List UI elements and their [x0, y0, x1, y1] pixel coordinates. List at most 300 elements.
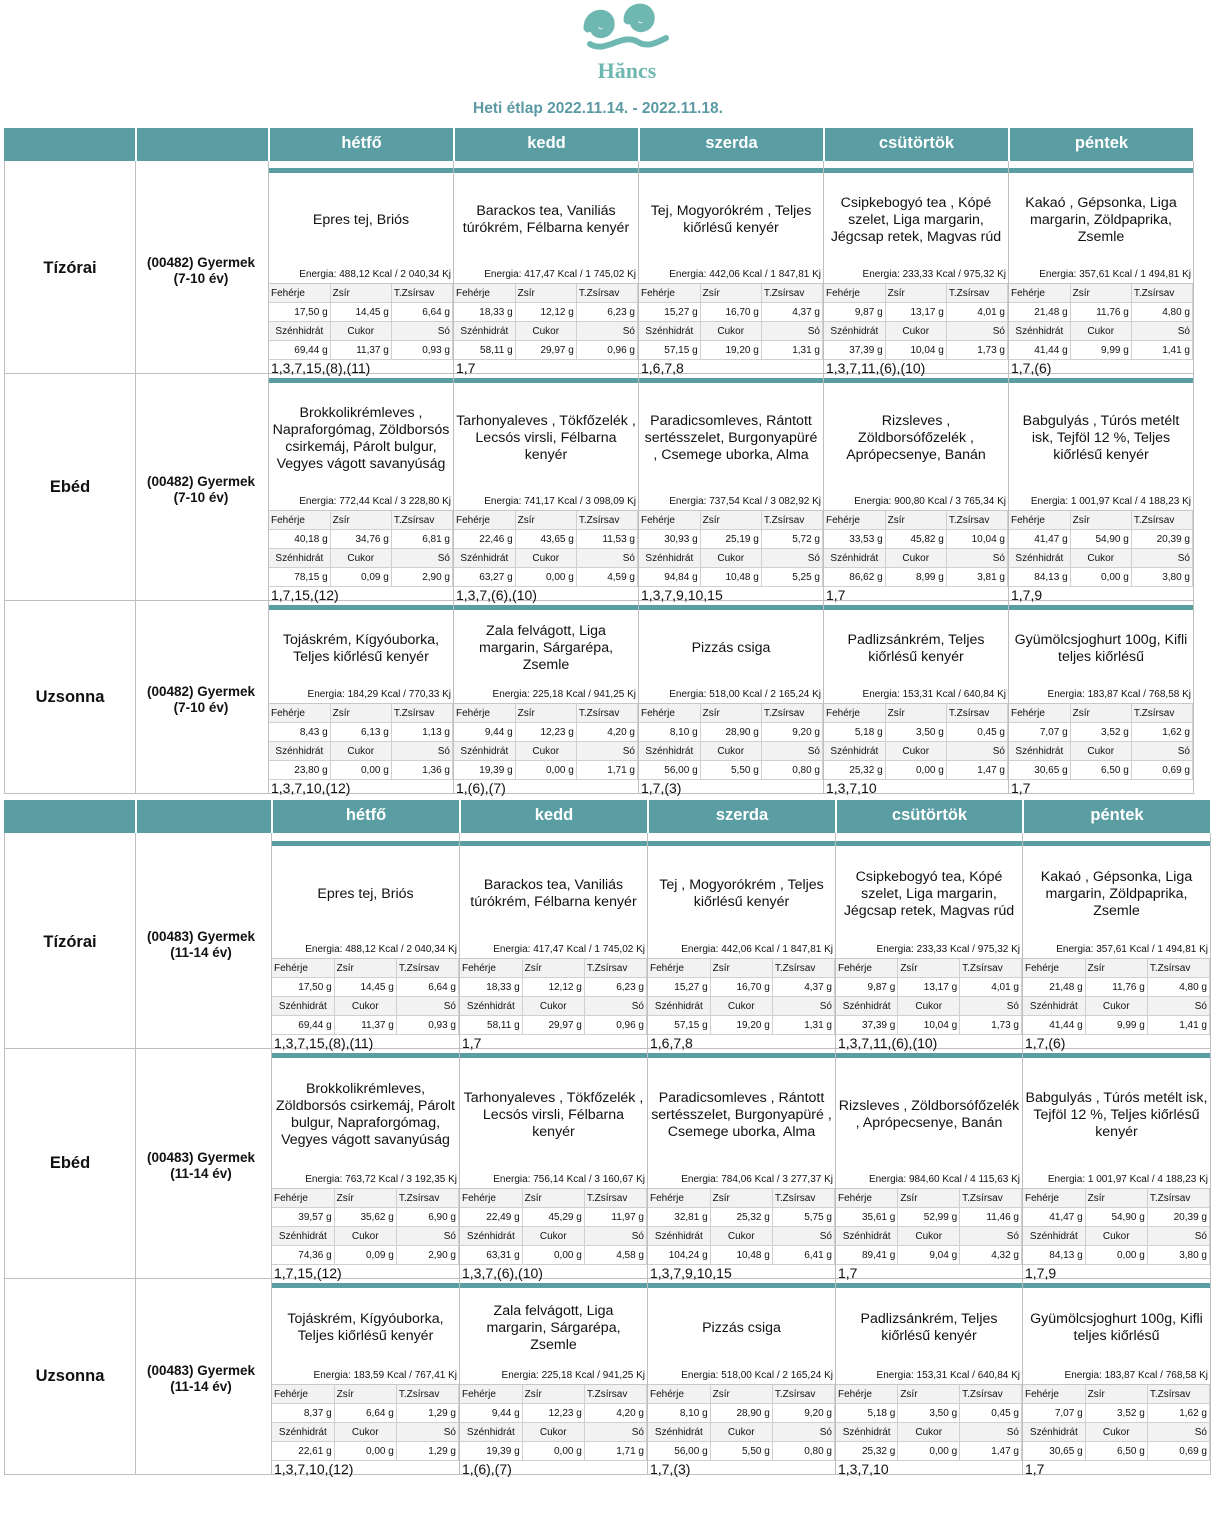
value-salt: 3,81 g [946, 568, 1007, 587]
value-sugar: 10,04 g [898, 1016, 960, 1035]
value-sugar: 0,00 g [515, 568, 576, 587]
value-fat: 43,65 g [515, 530, 576, 549]
value-sugar: 0,00 g [330, 761, 391, 780]
energy-value [269, 686, 453, 704]
value-salt: 1,31 g [772, 1016, 834, 1035]
nutrition-values-row [269, 723, 453, 742]
day-header-1: kedd [459, 800, 647, 833]
label-protein: Fehérje [454, 284, 515, 303]
label-sugar: Cukor [515, 549, 576, 568]
value-protein: 7,07 g [1009, 723, 1070, 742]
value-fat: 13,17 g [885, 303, 946, 322]
label-satfat: T.Zsírsav [576, 511, 637, 530]
menu-items: Babgulyás , Túrós metélt isk, Tejföl 12 %, Teljes kiőrlésű kenyér [1025, 1089, 1208, 1140]
age-group: (00482) Gyermek (7-10 év) [146, 473, 256, 505]
value-satfat: 11,46 g [960, 1208, 1022, 1227]
nutrition-table [648, 1189, 835, 1265]
nutrition-values-row [454, 568, 638, 587]
value-salt: 0,96 g [576, 341, 637, 360]
nutrition-labels-row [454, 549, 638, 568]
label-satfat: T.Zsírsav [396, 1385, 458, 1404]
label-fat: Zsír [1070, 704, 1131, 723]
value-protein: 32,81 g [648, 1208, 710, 1227]
nutrition-values-row [1023, 1016, 1210, 1035]
label-satfat: T.Zsírsav [396, 1189, 458, 1208]
nutrition-table [824, 704, 1008, 780]
value-protein: 33,53 g [824, 530, 885, 549]
label-salt: Só [396, 1423, 458, 1442]
allergen-codes: 1,3,7,(6),(10) [456, 587, 537, 603]
nutrition-labels-row [272, 1227, 459, 1246]
cell-accent-bar [824, 378, 1008, 383]
value-fat: 45,29 g [522, 1208, 584, 1227]
label-carb: Szénhidrát [1009, 742, 1070, 761]
value-protein: 41,47 g [1023, 1208, 1085, 1227]
label-protein: Fehérje [460, 1189, 522, 1208]
value-fat: 34,76 g [330, 530, 391, 549]
value-protein: 35,61 g [836, 1208, 898, 1227]
value-salt: 1,31 g [761, 341, 822, 360]
value-satfat: 9,20 g [772, 1404, 834, 1423]
nutrition-labels-row [639, 322, 823, 341]
label-salt: Só [584, 997, 646, 1016]
label-carb: Szénhidrát [836, 1227, 898, 1246]
nutrition-values-row [836, 1016, 1022, 1035]
nutrition-values-row [639, 303, 823, 322]
menu-items: Brokkolikrémleves , Napraforgómag, Zöldborsós csirkemáj, Párolt bulgur, Vegyes vágott savanyúság [272, 404, 450, 472]
nutrition-values-row [824, 530, 1008, 549]
value-fat: 3,50 g [885, 723, 946, 742]
cell-accent-bar [1023, 1283, 1210, 1288]
nutrition-labels-row [648, 997, 835, 1016]
value-carb: 78,15 g [269, 568, 330, 587]
nutrition-labels-row [460, 997, 647, 1016]
menu-items: Csipkebogyó tea , Kópé szelet, Liga margarin, Jégcsap retek, Magvas rúd [830, 194, 1002, 245]
label-protein: Fehérje [824, 704, 885, 723]
label-sugar: Cukor [898, 1227, 960, 1246]
energy-amount: 442,06 Kcal / 1 847,81 Kj [709, 269, 821, 280]
label-carb: Szénhidrát [272, 997, 334, 1016]
nutrition-labels-row [454, 704, 638, 723]
nutrition-values-row [648, 1442, 835, 1461]
value-satfat: 6,23 g [584, 978, 646, 997]
energy-amount: 1 001,97 Kcal / 4 188,23 Kj [1087, 1174, 1208, 1185]
nutrition-labels-row [824, 511, 1008, 530]
nutrition-values-row [454, 530, 638, 549]
value-salt: 4,32 g [960, 1246, 1022, 1265]
nutrition-labels-row [272, 1423, 459, 1442]
value-salt: 4,59 g [576, 568, 637, 587]
nutrition-labels-row [639, 284, 823, 303]
value-satfat: 4,01 g [960, 978, 1022, 997]
nutrition-values-row [272, 1442, 459, 1461]
nutrition-labels-row [269, 284, 453, 303]
label-protein: Fehérje [269, 511, 330, 530]
label-fat: Zsír [515, 284, 576, 303]
menu-items: Tarhonyaleves , Tökfőzelék , Lecsós virsli, Félbarna kenyér [456, 413, 636, 463]
allergen-codes: 1,3,7,10 [838, 1461, 889, 1477]
value-salt: 1,47 g [960, 1442, 1022, 1461]
menu-items: Barackos tea, Vaniliás túrókrém, Félbarna kenyér [462, 203, 630, 236]
logo-text: Hăncs [597, 58, 657, 82]
nutrition-values-row [648, 1246, 835, 1265]
nutrition-labels-row [836, 1227, 1022, 1246]
menu-items: Pizzás csiga [702, 1319, 781, 1336]
value-satfat: 0,45 g [946, 723, 1007, 742]
day-header-3: csütörtök [823, 128, 1008, 161]
value-protein: 15,27 g [648, 978, 710, 997]
value-satfat: 1,29 g [396, 1404, 458, 1423]
nutrition-values-row [1009, 568, 1193, 587]
value-satfat: 20,39 g [1131, 530, 1192, 549]
nutrition-labels-row [272, 997, 459, 1016]
value-satfat: 6,81 g [391, 530, 452, 549]
energy-label: Energia: [876, 944, 917, 955]
energy-amount: 741,17 Kcal / 3 098,09 Kj [524, 496, 636, 507]
label-sugar: Cukor [522, 1423, 584, 1442]
cell-accent-bar [272, 841, 459, 846]
label-salt: Só [960, 1423, 1022, 1442]
label-salt: Só [946, 549, 1007, 568]
label-salt: Só [1131, 742, 1192, 761]
nutrition-values-row [648, 1404, 835, 1423]
value-protein: 5,18 g [824, 723, 885, 742]
value-salt: 1,73 g [960, 1016, 1022, 1035]
nutrition-values-row [460, 1404, 647, 1423]
allergen-codes: 1,3,7,15,(8),(11) [271, 360, 371, 376]
nutrition-labels-row [1009, 322, 1193, 341]
label-sugar: Cukor [898, 997, 960, 1016]
nutrition-values-row [1023, 1208, 1210, 1227]
nutrition-values-row [454, 341, 638, 360]
value-salt: 3,80 g [1147, 1246, 1209, 1265]
nutrition-table [639, 284, 823, 360]
label-fat: Zsír [515, 511, 576, 530]
label-sugar: Cukor [710, 1423, 772, 1442]
label-protein: Fehérje [639, 511, 700, 530]
energy-value [824, 266, 1008, 284]
label-protein: Fehérje [1009, 284, 1070, 303]
value-carb: 41,44 g [1023, 1016, 1085, 1035]
nutrition-table [824, 284, 1008, 360]
cell-accent-bar [454, 605, 638, 610]
nutrition-values-row [836, 1208, 1022, 1227]
value-carb: 56,00 g [648, 1442, 710, 1461]
energy-amount: 984,60 Kcal / 4 115,63 Kj [908, 1174, 1020, 1185]
nutrition-values-row [454, 303, 638, 322]
energy-amount: 153,31 Kcal / 640,84 Kj [916, 1370, 1020, 1381]
label-satfat: T.Zsírsav [960, 959, 1022, 978]
label-salt: Só [576, 742, 637, 761]
label-carb: Szénhidrát [460, 1423, 522, 1442]
allergen-codes: 1,7,(3) [641, 780, 682, 796]
nutrition-labels-row [269, 549, 453, 568]
label-salt: Só [576, 322, 637, 341]
value-sugar: 6,50 g [1070, 761, 1131, 780]
nutrition-labels-row [454, 322, 638, 341]
value-protein: 5,18 g [836, 1404, 898, 1423]
label-protein: Fehérje [648, 959, 710, 978]
value-salt: 1,73 g [946, 341, 1007, 360]
energy-value [639, 493, 823, 511]
nutrition-table [454, 704, 638, 780]
energy-amount: 756,14 Kcal / 3 160,67 Kj [533, 1174, 645, 1185]
label-protein: Fehérje [648, 1385, 710, 1404]
nutrition-values-row [648, 1208, 835, 1227]
cell-accent-bar [648, 1053, 835, 1058]
value-fat: 54,90 g [1085, 1208, 1147, 1227]
energy-label: Energia: [1056, 944, 1097, 955]
nutrition-values-row [1009, 303, 1193, 322]
label-carb: Szénhidrát [454, 742, 515, 761]
label-protein: Fehérje [639, 284, 700, 303]
menu-section [4, 800, 1210, 1475]
day-header-1: kedd [453, 128, 638, 161]
label-sugar: Cukor [522, 997, 584, 1016]
nutrition-labels-row [836, 1189, 1022, 1208]
value-protein: 8,43 g [269, 723, 330, 742]
menu-cell [824, 164, 1008, 374]
nutrition-labels-row [1023, 959, 1210, 978]
label-protein: Fehérje [824, 511, 885, 530]
label-salt: Só [960, 997, 1022, 1016]
label-satfat: T.Zsírsav [584, 1189, 646, 1208]
nutrition-values-row [1009, 723, 1193, 742]
nutrition-labels-row [1023, 1423, 1210, 1442]
menu-cell [836, 1049, 1022, 1279]
label-satfat: T.Zsírsav [1147, 1189, 1209, 1208]
value-salt: 1,41 g [1131, 341, 1192, 360]
energy-amount: 233,33 Kcal / 975,32 Kj [916, 944, 1020, 955]
energy-amount: 225,18 Kcal / 941,25 Kj [532, 689, 636, 700]
cell-accent-bar [272, 1283, 459, 1288]
cell-accent-bar [639, 378, 823, 383]
nutrition-labels-row [836, 1423, 1022, 1442]
nutrition-table [272, 959, 459, 1035]
allergen-codes: 1,3,7,(6),(10) [462, 1265, 543, 1281]
menu-cell [639, 601, 823, 794]
energy-amount: 442,06 Kcal / 1 847,81 Kj [721, 944, 833, 955]
menu-cell [454, 164, 638, 374]
label-fat: Zsír [1085, 1189, 1147, 1208]
nutrition-labels-row [836, 959, 1022, 978]
label-satfat: T.Zsírsav [761, 284, 822, 303]
value-carb: 86,62 g [824, 568, 885, 587]
cell-accent-bar [272, 1053, 459, 1058]
energy-amount: 357,61 Kcal / 1 494,81 Kj [1096, 944, 1208, 955]
value-protein: 22,49 g [460, 1208, 522, 1227]
energy-label: Energia: [681, 944, 722, 955]
nutrition-labels-row [824, 742, 1008, 761]
value-salt: 1,47 g [946, 761, 1007, 780]
allergen-codes: 1,7 [838, 1265, 858, 1281]
header-spacer [135, 800, 137, 833]
label-satfat: T.Zsírsav [391, 511, 452, 530]
label-sugar: Cukor [515, 742, 576, 761]
nutrition-labels-row [269, 742, 453, 761]
label-satfat: T.Zsírsav [584, 959, 646, 978]
allergen-codes: 1,3,7,15,(8),(11) [274, 1035, 374, 1051]
label-salt: Só [584, 1227, 646, 1246]
allergen-codes: 1,3,7,10,(12) [271, 780, 351, 796]
value-carb: 89,41 g [836, 1246, 898, 1265]
nutrition-labels-row [272, 1189, 459, 1208]
nutrition-table [460, 1385, 647, 1461]
energy-value [836, 1367, 1022, 1385]
value-satfat: 4,37 g [761, 303, 822, 322]
label-fat: Zsír [1085, 1385, 1147, 1404]
label-fat: Zsír [700, 704, 761, 723]
nutrition-labels-row [1023, 997, 1210, 1016]
nutrition-values-row [1009, 530, 1193, 549]
value-fat: 12,23 g [522, 1404, 584, 1423]
energy-label: Energia: [862, 689, 903, 700]
value-salt: 0,93 g [396, 1016, 458, 1035]
energy-label: Energia: [305, 944, 346, 955]
nutrition-table [648, 1385, 835, 1461]
nutrition-values-row [824, 303, 1008, 322]
energy-value [836, 1171, 1022, 1189]
label-protein: Fehérje [1023, 1385, 1085, 1404]
label-carb: Szénhidrát [1023, 997, 1085, 1016]
cell-accent-bar [1023, 1053, 1210, 1058]
value-protein: 9,44 g [460, 1404, 522, 1423]
nutrition-values-row [272, 1246, 459, 1265]
label-sugar: Cukor [898, 1423, 960, 1442]
nutrition-values-row [460, 1442, 647, 1461]
label-carb: Szénhidrát [639, 549, 700, 568]
value-sugar: 0,00 g [515, 761, 576, 780]
energy-amount: 488,12 Kcal / 2 040,34 Kj [345, 944, 457, 955]
label-satfat: T.Zsírsav [761, 704, 822, 723]
label-satfat: T.Zsírsav [1131, 511, 1192, 530]
label-carb: Szénhidrát [269, 549, 330, 568]
value-protein: 40,18 g [269, 530, 330, 549]
nutrition-table [460, 959, 647, 1035]
nutrition-labels-row [272, 959, 459, 978]
value-carb: 94,84 g [639, 568, 700, 587]
label-carb: Szénhidrát [269, 322, 330, 341]
nutrition-table [836, 959, 1022, 1035]
energy-value [648, 1171, 835, 1189]
menu-cell [272, 1279, 459, 1475]
cell-accent-bar [648, 841, 835, 846]
value-sugar: 6,50 g [1085, 1442, 1147, 1461]
value-salt: 3,80 g [1131, 568, 1192, 587]
value-sugar: 5,50 g [700, 761, 761, 780]
nutrition-values-row [836, 978, 1022, 997]
label-satfat: T.Zsírsav [772, 959, 834, 978]
nutrition-labels-row [269, 704, 453, 723]
menu-cell [460, 1279, 647, 1475]
label-sugar: Cukor [334, 997, 396, 1016]
cell-accent-bar [1023, 841, 1210, 846]
nutrition-table [1009, 511, 1193, 587]
allergen-codes: 1,3,7,9,10,15 [641, 587, 723, 603]
label-salt: Só [396, 1227, 458, 1246]
label-sugar: Cukor [700, 549, 761, 568]
energy-value [454, 266, 638, 284]
energy-value [454, 493, 638, 511]
label-fat: Zsír [1070, 284, 1131, 303]
value-sugar: 0,00 g [1070, 568, 1131, 587]
energy-amount: 488,12 Kcal / 2 040,34 Kj [339, 269, 451, 280]
nutrition-values-row [836, 1246, 1022, 1265]
energy-value [460, 941, 647, 959]
value-salt: 5,25 g [761, 568, 822, 587]
energy-label: Energia: [307, 689, 348, 700]
nutrition-values-row [454, 723, 638, 742]
nutrition-table [454, 284, 638, 360]
cell-accent-bar [639, 605, 823, 610]
label-sugar: Cukor [1070, 742, 1131, 761]
menu-cell [1009, 601, 1193, 794]
energy-value [269, 266, 453, 284]
value-fat: 3,50 g [898, 1404, 960, 1423]
label-salt: Só [1131, 322, 1192, 341]
value-salt: 1,71 g [576, 761, 637, 780]
cell-accent-bar [824, 605, 1008, 610]
label-fat: Zsír [898, 959, 960, 978]
value-salt: 2,90 g [391, 568, 452, 587]
energy-value [648, 941, 835, 959]
menu-items: Babgulyás , Túrós metélt isk, Tejföl 12 %, Teljes kiőrlésű kenyér [1022, 413, 1180, 463]
allergen-codes: 1,3,7,11,(6),(10) [826, 360, 926, 376]
label-protein: Fehérje [1023, 1189, 1085, 1208]
allergen-codes: 1,7,(6) [1011, 360, 1052, 376]
cell-accent-bar [460, 1053, 647, 1058]
value-salt: 0,69 g [1131, 761, 1192, 780]
value-satfat: 9,20 g [761, 723, 822, 742]
menu-items: Zala felvágott, Liga margarin, Sárgarépa, Zsemle [486, 1302, 621, 1353]
label-carb: Szénhidrát [460, 997, 522, 1016]
nutrition-values-row [639, 341, 823, 360]
menu-items: Gyümölcsjoghurt 100g, Kifli teljes kiőrlésű [1014, 631, 1188, 665]
menu-cell [639, 164, 823, 374]
nutrition-labels-row [639, 704, 823, 723]
label-sugar: Cukor [334, 1227, 396, 1246]
label-carb: Szénhidrát [460, 1227, 522, 1246]
label-salt: Só [772, 1423, 834, 1442]
nutrition-labels-row [1009, 742, 1193, 761]
label-carb: Szénhidrát [1023, 1423, 1085, 1442]
menu-items: Kakaó , Gépsonka, Liga margarin, Zöldpaprika, Zsemle [1025, 194, 1177, 245]
allergen-codes: 1,7,15,(12) [274, 1265, 342, 1281]
day-header-2: szerda [638, 128, 823, 161]
nutrition-labels-row [824, 704, 1008, 723]
value-carb: 25,32 g [836, 1442, 898, 1461]
value-sugar: 0,00 g [522, 1442, 584, 1461]
label-salt: Só [576, 549, 637, 568]
label-satfat: T.Zsírsav [946, 704, 1007, 723]
label-protein: Fehérje [272, 1385, 334, 1404]
label-salt: Só [396, 997, 458, 1016]
value-carb: 22,61 g [272, 1442, 334, 1461]
nutrition-table [1023, 1189, 1210, 1265]
age-group: (00483) Gyermek (11-14 év) [146, 929, 256, 960]
energy-amount: 737,54 Kcal / 3 082,92 Kj [709, 496, 821, 507]
menu-cell [460, 1049, 647, 1279]
nutrition-labels-row [1009, 549, 1193, 568]
energy-amount: 183,87 Kcal / 768,58 Kj [1087, 689, 1191, 700]
nutrition-values-row [272, 1208, 459, 1227]
meal-name: Uzsonna [35, 687, 105, 706]
allergen-codes: 1,7,9 [1025, 1265, 1057, 1281]
value-sugar: 0,00 g [898, 1442, 960, 1461]
energy-label: Energia: [876, 1370, 917, 1381]
day-header-4: péntek [1008, 128, 1193, 161]
menu-items: Csipkebogyó tea, Kópé szelet, Liga margarin, Jégcsap retek, Magvas rúd [843, 868, 1015, 919]
